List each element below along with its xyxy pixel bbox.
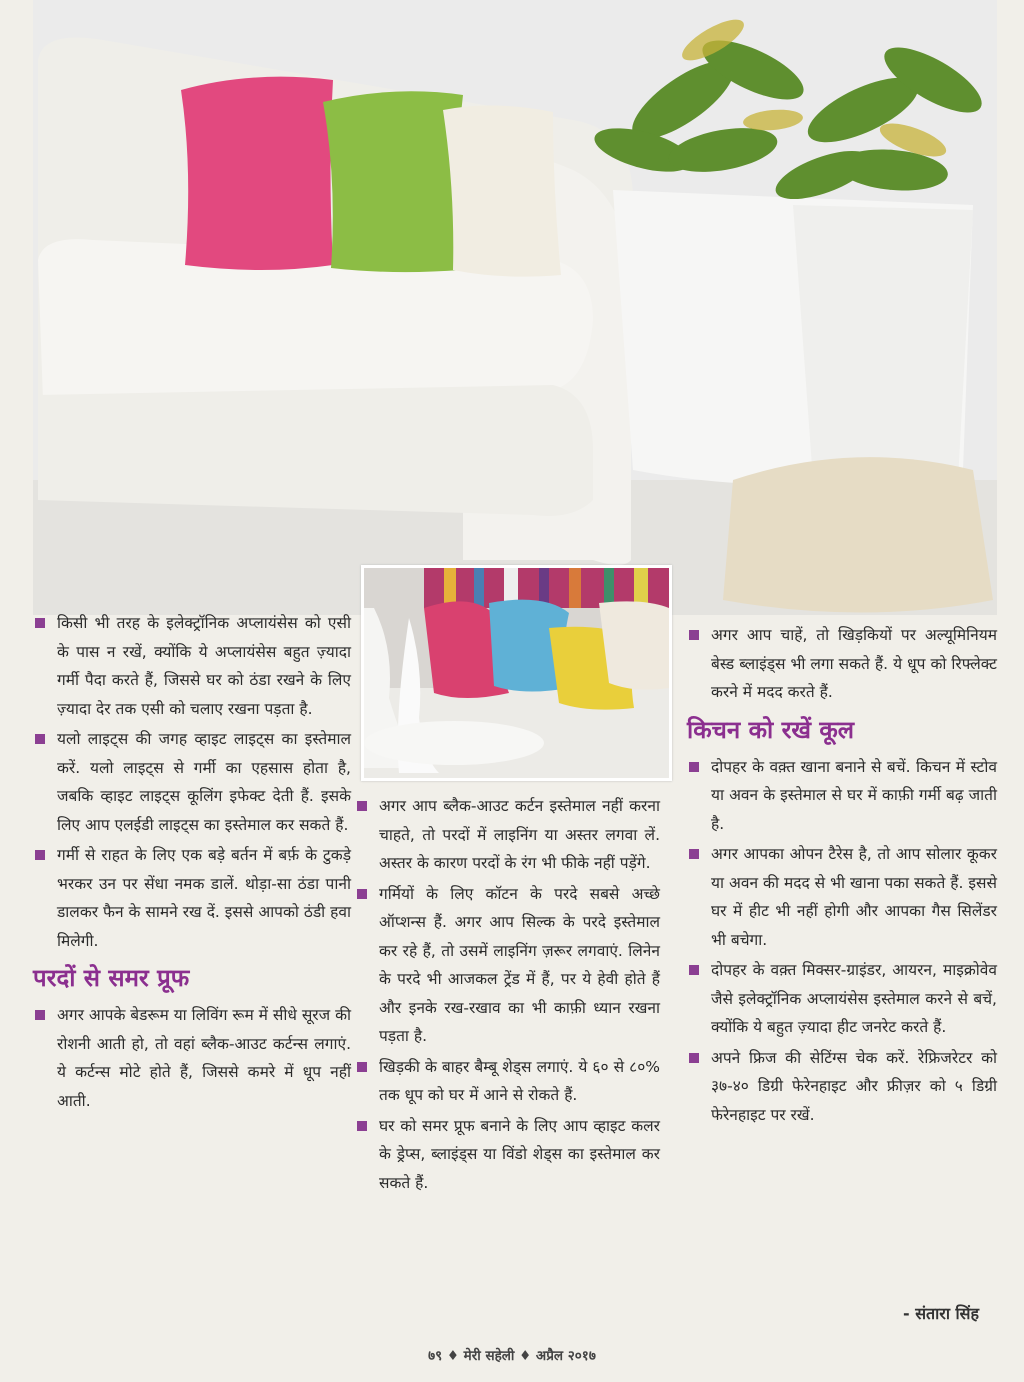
paragraph-text: किसी भी तरह के इलेक्ट्रॉनिक अप्लायंसेस को एसी के पास न रखें, क्योंकि ये अप्लायंसेस बहुत ज़्यादा गर्मी पैदा करते हैं, जिससे घर को ठंडा रखने के लिए ज़्यादा देर तक एसी को चलाए रखना पड़ता है. — [57, 614, 351, 718]
bullet-icon — [357, 1121, 367, 1131]
list-item — [33, 609, 351, 723]
bullet-icon — [689, 1053, 699, 1063]
main-photo — [33, 0, 997, 615]
list-item — [33, 725, 351, 839]
list-item — [687, 621, 997, 707]
list-item — [687, 956, 997, 1042]
bullet-icon — [357, 889, 367, 899]
paragraph-text: खिड़की के बाहर बैम्बू शेड्स लगाएं. ये ६० से ८०% तक धूप को घर में आने से रोकते हैं. — [379, 1057, 660, 1104]
page-footer: ७९ ♦ मेरी सहेली ♦ अप्रैल २०१७ — [428, 1348, 596, 1364]
paragraph-text: घर को समर प्रूफ बनाने के लिए आप व्हाइट कलर के ड्रेप्स, ब्लाइंड्स या विंडो शेड्स का इस्तेमाल कर सकते हैं. — [379, 1116, 660, 1192]
column-middle — [355, 792, 660, 1199]
list-item — [355, 880, 660, 1051]
bullet-icon — [35, 1010, 45, 1020]
bullet-icon — [689, 630, 699, 640]
bullet-icon — [689, 762, 699, 772]
bullet-icon — [35, 850, 45, 860]
paragraph-text: यलो लाइट्स की जगह व्हाइट लाइट्स का इस्तेमाल करें. यलो लाइट्स से गर्मी का एहसास होता है, जबकि व्हाइट लाइट्स कूलिंग इफेक्ट देती हैं. इसके लिए आप एलईडी लाइट्स का इस्तेमाल कर सकते हैं. — [57, 730, 351, 834]
bullet-icon — [35, 618, 45, 628]
list-item — [687, 1044, 997, 1130]
paragraph-text: गर्मियों के लिए कॉटन के परदे सबसे अच्छे ऑप्शन्स हैं. अगर आप सिल्क के परदे इस्तेमाल कर रहे हैं, तो उसमें लाइनिंग ज़रूर लगवाएं. लिनेन के परदे भी आजकल ट्रेंड में हैं, पर ये हेवी होते हैं और इनके रख-रखाव का भी काफ़ी ध्यान रखना पड़ता है. — [379, 884, 660, 1045]
author-byline: - संतारा सिंह — [902, 1304, 979, 1323]
list-item — [33, 1001, 351, 1115]
paragraph-text: अपने फ्रिज की सेटिंग्स चेक करें. रेफ्रिजरेटर को ३७-४० डिग्री फेरेनहाइट और फ्रीज़र को ५ डिग्री फेरेनहाइट पर रखें. — [711, 1048, 997, 1124]
list-item — [687, 840, 997, 954]
list-item — [33, 841, 351, 955]
column-left — [33, 609, 351, 1117]
bullet-icon — [689, 965, 699, 975]
bullet-icon — [35, 734, 45, 744]
list-item — [355, 1053, 660, 1110]
list-item — [687, 753, 997, 839]
paragraph-text: अगर आपके बेडरूम या लिविंग रूम में सीधे सूरज की रोशनी आती हो, तो वहां ब्लैक-आउट कर्टन्स लगाएं. ये कर्टन्स मोटे होते हैं, जिससे कमरे में धूप नहीं आती. — [57, 1006, 351, 1110]
list-item — [355, 792, 660, 878]
paragraph-text: अगर आप ब्लैक-आउट कर्टन इस्तेमाल नहीं करना चाहते, तो परदों में लाइनिंग या अस्तर लगवा लें. अस्तर के कारण परदों के रंग भी फीके नहीं पड़ेंगे. — [379, 797, 660, 872]
list-item — [355, 1112, 660, 1198]
colorful-cushions-illustration — [364, 568, 669, 778]
section-heading-curtains: परदों से समर प्रूफ — [33, 963, 190, 992]
paragraph-text: दोपहर के वक़्त खाना बनाने से बचें. किचन में स्टोव या अवन के इस्तेमाल से घर में काफ़ी गर्मी बढ़ जाती है. — [711, 757, 997, 833]
paragraph-text: दोपहर के वक़्त मिक्सर-ग्राइंडर, आयरन, माइक्रोवेव जैसे इलेक्ट्रॉनिक अप्लायंसेस इस्तेमाल करने से बचें, क्योंकि ये बहुत ज़्यादा हीट जनरेट करते हैं. — [711, 961, 997, 1036]
paragraph-text: अगर आप चाहें, तो खिड़कियों पर अल्यूमिनियम बेस्ड ब्लाइंड्स भी लगा सकते हैं. ये धूप को रिफ्लेक्ट करने में मदद करते हैं. — [711, 626, 997, 701]
paragraph-text: गर्मी से राहत के लिए एक बड़े बर्तन में बर्फ़ के टुकड़े भरकर उन पर सेंधा नमक डालें. थोड़ा-सा ठंडा पानी डालकर फैन के सामने रख दें. इससे आपको ठंडी हवा मिलेगी. — [57, 846, 351, 950]
sofa-plants-illustration — [33, 0, 997, 615]
bullet-icon — [689, 849, 699, 859]
column-right — [687, 621, 997, 1131]
paragraph-text: अगर आपका ओपन टैरेस है, तो आप सोलार कूकर या अवन की मदद से भी खाना पका सकते हैं. इससे घर में हीट भी नहीं होगी और आपका गैस सिलेंडर भी बचेगा. — [711, 845, 997, 949]
section-heading-kitchen: किचन को रखें कूल — [687, 714, 855, 744]
bullet-icon — [357, 1062, 367, 1072]
inset-photo — [361, 565, 672, 781]
bullet-icon — [357, 801, 367, 811]
